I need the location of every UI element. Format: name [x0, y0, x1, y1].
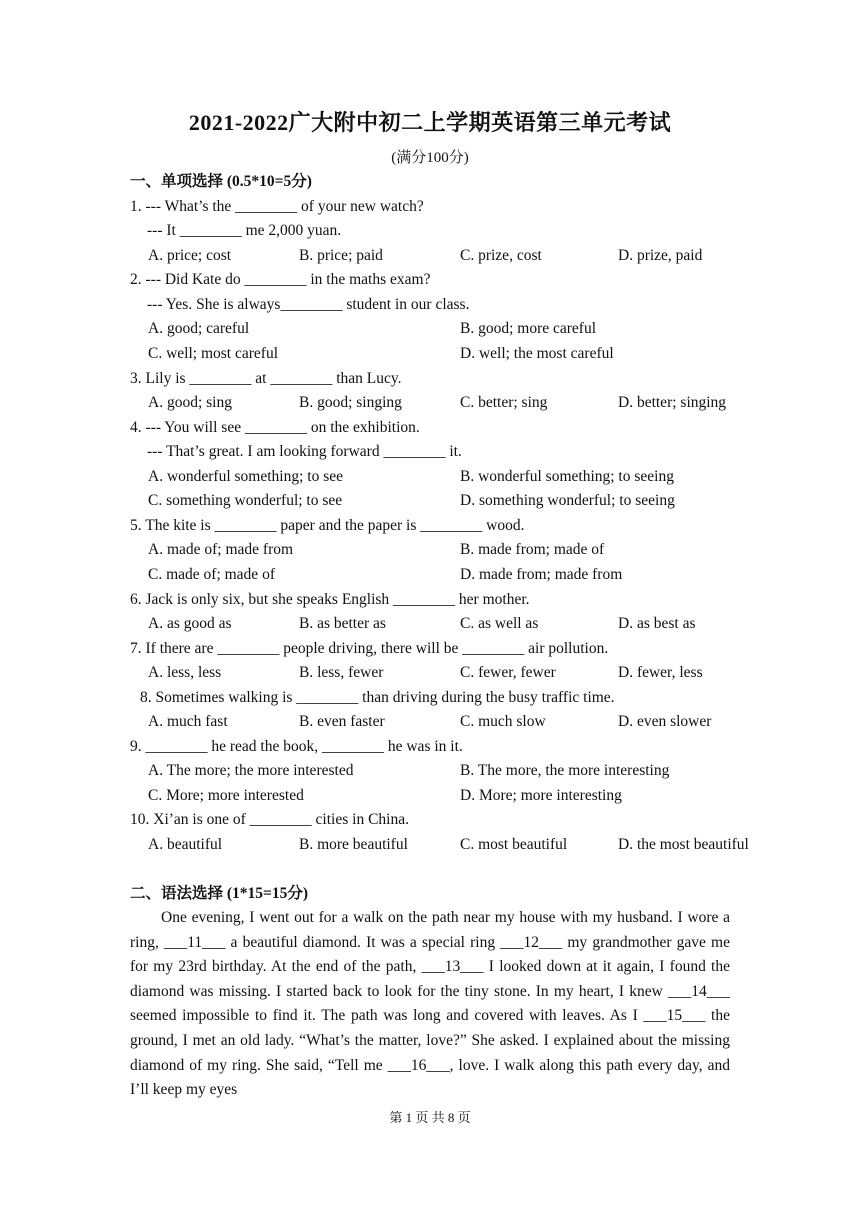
option: C. fewer, fewer	[460, 664, 556, 681]
option: B. good; singing	[299, 394, 402, 411]
option: B. good; more careful	[460, 320, 597, 337]
question-stem: 9. ________ he read the book, ________ he was in it.	[130, 738, 463, 755]
option: B. The more, the more interesting	[460, 762, 670, 779]
page-number: 第 1 页 共 8 页	[389, 1110, 471, 1125]
question-stem: --- That’s great. I am looking forward ________ it.	[147, 443, 462, 460]
question-stem: 3. Lily is ________ at ________ than Lucy.	[130, 370, 402, 387]
question-stem: 8. Sometimes walking is ________ than driving during the busy traffic time.	[140, 689, 615, 706]
section-heading: 一、单项选择 (0.5*10=5分)	[130, 173, 312, 190]
option: A. price; cost	[148, 247, 232, 264]
option: D. even slower	[618, 713, 712, 730]
option: B. more beautiful	[299, 836, 408, 853]
page-title: 2021-2022广大附中初二上学期英语第三单元考试	[188, 110, 672, 135]
option: A. less, less	[148, 664, 222, 681]
option: D. better; singing	[618, 394, 727, 411]
option: B. made from; made of	[460, 541, 605, 558]
option: C. made of; made of	[148, 566, 275, 583]
option: C. well; most careful	[148, 345, 278, 362]
option: C. most beautiful	[460, 836, 568, 853]
reading-passage	[130, 906, 730, 1103]
question-stem: 5. The kite is ________ paper and the paper is ________ wood.	[130, 517, 525, 534]
page-subtitle: (满分100分)	[391, 150, 469, 166]
option: D. prize, paid	[618, 247, 703, 264]
option: D. something wonderful; to seeing	[460, 492, 675, 509]
question-stem: 1. --- What’s the ________ of your new watch?	[130, 198, 424, 215]
option: D. fewer, less	[618, 664, 703, 681]
option: B. price; paid	[299, 247, 383, 264]
option: A. good; sing	[148, 394, 232, 411]
option: C. as well as	[460, 615, 539, 632]
option: D. as best as	[618, 615, 696, 632]
question-stem: 2. --- Did Kate do ________ in the maths exam?	[130, 271, 431, 288]
option: D. well; the most careful	[460, 345, 614, 362]
option: C. More; more interested	[148, 787, 304, 804]
question-stem: --- It ________ me 2,000 yuan.	[147, 222, 342, 239]
option: A. much fast	[148, 713, 228, 730]
question-stem: 6. Jack is only six, but she speaks English ________ her mother.	[130, 591, 530, 608]
option: A. good; careful	[148, 320, 250, 337]
option: B. wonderful something; to seeing	[460, 468, 674, 485]
section-heading: 二、语法选择 (1*15=15分)	[130, 885, 309, 902]
option: A. made of; made from	[148, 541, 294, 558]
option: A. beautiful	[148, 836, 223, 853]
passage-text: One evening, I went out for a walk on the path near my house with my husband. I wore a ring, ___11___ a beautiful diamond. It was a special ring ___12___ my grandmother gave me for my 23rd birthday. At the end of the path, ___13___ I looked down at it again, I found the diamond was missing. I started back to look for the tiny stone. In my heart, I knew ___14___ seemed impossible to find it. The path was long and covered with leaves. As I ___15___ the ground, I met an old lady. “What’s the matter, love?” She asked. I explained about the missing diamond of my ring. She said, “Tell me ___16___, love. I walk along this path every day, and I’ll keep my eyes	[130, 909, 730, 1099]
question-stem: 10. Xi’an is one of ________ cities in China.	[130, 811, 409, 828]
option: C. prize, cost	[460, 247, 542, 264]
option: A. The more; the more interested	[148, 762, 354, 779]
question-stem: 4. --- You will see ________ on the exhibition.	[130, 419, 420, 436]
option: D. More; more interesting	[460, 787, 622, 804]
option: C. much slow	[460, 713, 546, 730]
option: D. made from; made from	[460, 566, 623, 583]
option: A. as good as	[148, 615, 232, 632]
option: A. wonderful something; to see	[148, 468, 344, 485]
option: B. less, fewer	[299, 664, 384, 681]
question-stem: --- Yes. She is always________ student in our class.	[147, 296, 470, 313]
option: B. as better as	[299, 615, 386, 632]
question-stem: 7. If there are ________ people driving, there will be ________ air pollution.	[130, 640, 609, 657]
option: D. the most beautiful	[618, 836, 749, 853]
option: C. something wonderful; to see	[148, 492, 343, 509]
option: B. even faster	[299, 713, 385, 730]
option: C. better; sing	[460, 394, 548, 411]
